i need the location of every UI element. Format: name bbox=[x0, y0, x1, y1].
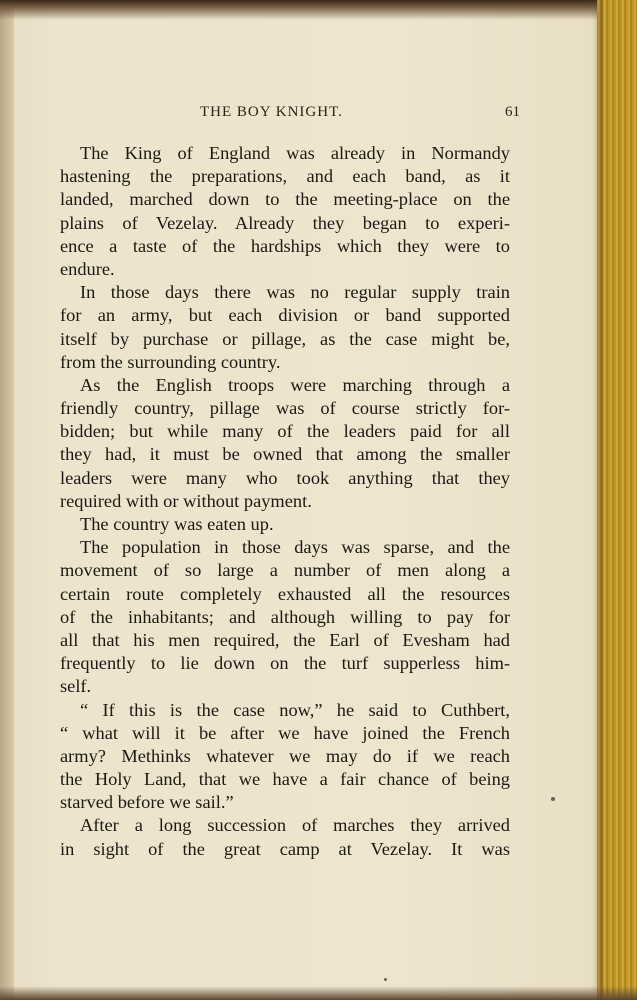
text-line: landed, marched down to the meeting-place on the bbox=[60, 189, 510, 210]
text-line: leaders were many who took anything that they bbox=[60, 467, 510, 488]
text-line: frequently to lie down on the turf supperless him- bbox=[60, 653, 510, 674]
text-line: from the surrounding country. bbox=[60, 351, 281, 372]
text-line: hastening the preparations, and each band, as it bbox=[60, 166, 510, 187]
text-line: bidden; but while many of the leaders paid for all bbox=[60, 421, 510, 442]
top-shadow bbox=[0, 0, 637, 20]
text-line: The country was eaten up. bbox=[80, 514, 274, 534]
text-line: endure. bbox=[60, 258, 115, 279]
text-line: friendly country, pillage was of course strictly for- bbox=[60, 398, 510, 419]
text-line: In those days there was no regular supply train bbox=[80, 282, 510, 303]
text-line: self. bbox=[60, 676, 92, 697]
text-line: “ what will it be after we have joined the French bbox=[60, 722, 510, 743]
text-line: all that his men required, the Earl of Evesham had bbox=[60, 629, 510, 650]
text-line: starved before we sail.” bbox=[60, 792, 234, 813]
page-number: 61 bbox=[505, 104, 520, 120]
paper-speck bbox=[384, 978, 387, 981]
text-line: certain route completely exhausted all the resources bbox=[60, 583, 510, 604]
text-line: army? Methinks whatever we may do if we reach bbox=[60, 745, 510, 766]
text-line: plains of Vezelay. Already they began to experi- bbox=[60, 212, 510, 233]
text-line: As the English troops were marching through a bbox=[80, 374, 510, 395]
text-line: “ If this is the case now,” he said to Cuthbert, bbox=[80, 699, 510, 720]
text-line: of the inhabitants; and although willing to pay for bbox=[60, 606, 510, 627]
running-head: THE BOY KNIGHT. bbox=[200, 104, 343, 120]
text-line: movement of so large a number of men along a bbox=[60, 560, 510, 581]
paper-speck bbox=[551, 797, 555, 801]
text-line: they had, it must be owned that among the smaller bbox=[60, 444, 510, 465]
text-line: The King of England was already in Normandy bbox=[80, 143, 510, 163]
bottom-shadow bbox=[0, 986, 637, 1000]
text-line: ence a taste of the hardships which they were to bbox=[60, 235, 510, 256]
gilt-page-edge bbox=[597, 0, 637, 1000]
text-line: for an army, but each division or band supported bbox=[60, 305, 510, 326]
text-line: The population in those days was sparse, and the bbox=[80, 537, 510, 558]
text-line: the Holy Land, that we have a fair chance of being bbox=[60, 769, 510, 790]
facing-page-edge bbox=[0, 0, 14, 1000]
page-header bbox=[200, 104, 520, 126]
text-line: in sight of the great camp at Vezelay. It was bbox=[60, 838, 510, 859]
body-text bbox=[60, 142, 510, 861]
text-line: required with or without payment. bbox=[60, 490, 312, 511]
gilt-edge-shadow bbox=[595, 0, 603, 1000]
text-line: After a long succession of marches they arrived bbox=[80, 815, 510, 836]
text-line: itself by purchase or pillage, as the case might be, bbox=[60, 328, 510, 349]
